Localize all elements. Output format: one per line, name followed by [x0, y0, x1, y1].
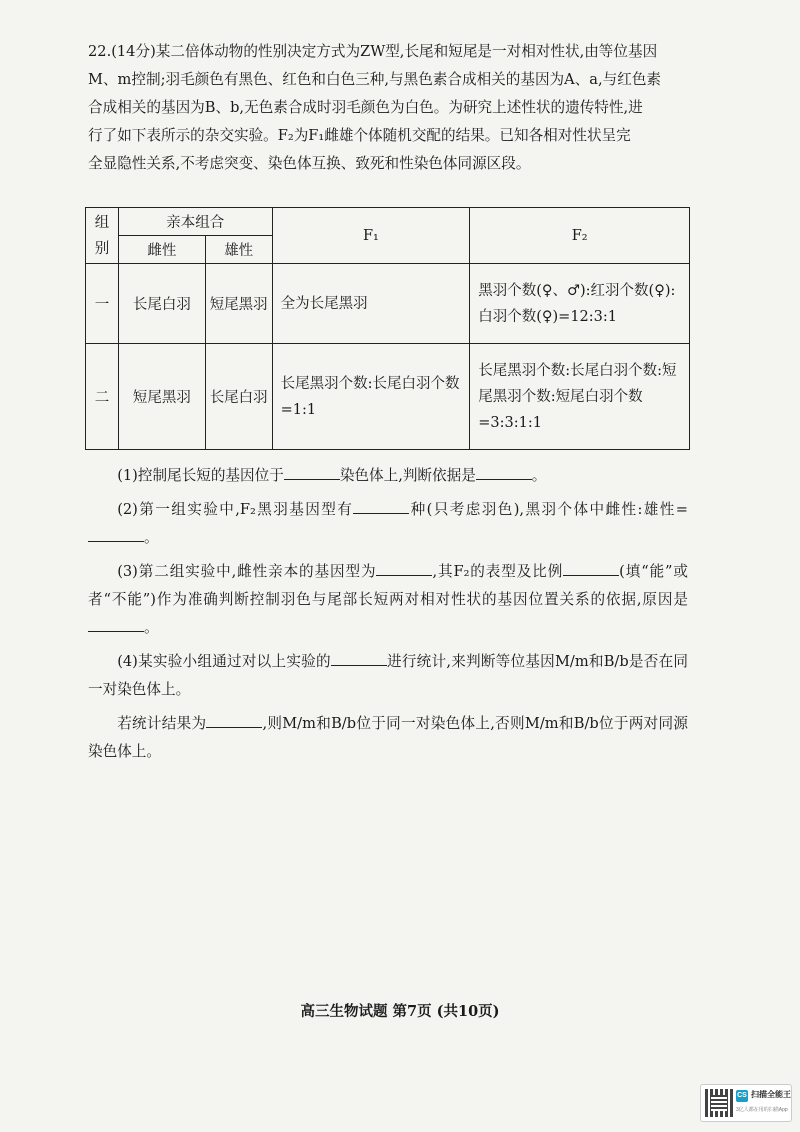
answer-blank[interactable]: [331, 650, 387, 666]
header-male: 雄性: [205, 236, 272, 264]
row-male: 长尾白羽: [205, 344, 272, 450]
sub-question-2: [88, 496, 688, 552]
q4-result-text: ,则M/m和B/b位于同一对染色体上,否则M/m和B/b位于两对同源染色体上。: [88, 715, 688, 760]
answer-blank[interactable]: [376, 560, 432, 576]
answer-blank[interactable]: [88, 616, 144, 632]
row-group: 一: [86, 264, 119, 344]
q1-text: 染色体上,判断依据是: [339, 467, 476, 484]
cross-results-table: [85, 207, 690, 450]
q3-text: (3)第二组实验中,雌性亲本的基因型为: [117, 563, 377, 580]
row-male: 短尾黑羽: [205, 264, 272, 344]
question-line: 行了如下表所示的杂交实验。F₂为F₁雌雄个体随机交配的结果。已知各相对性状呈完: [88, 127, 631, 144]
answer-blank[interactable]: [284, 464, 340, 480]
answer-blank[interactable]: [206, 712, 262, 728]
q1-text: 。: [531, 467, 547, 484]
row-female: 短尾黑羽: [118, 344, 205, 450]
table-row: [86, 264, 690, 344]
header-group-label: 组别: [94, 214, 110, 257]
row-f1: 全为长尾黑羽: [272, 264, 470, 344]
q2-text: (2)第一组实验中,F₂黑羽基因型有: [117, 501, 354, 518]
q1-text: (1)控制尾长短的基因位于: [117, 467, 284, 484]
answer-blank[interactable]: [88, 526, 144, 542]
header-female: 雌性: [118, 236, 205, 264]
answer-blank[interactable]: [353, 498, 409, 514]
question-line: 全显隐性关系,不考虑突变、染色体互换、致死和性染色体同源区段。: [88, 155, 531, 172]
header-f1: F₁: [272, 208, 470, 264]
q4-text: (4)某实验小组通过对以上实验的: [117, 653, 331, 670]
sub-question-4: [88, 648, 688, 704]
question-stem: [88, 38, 688, 178]
q4-result-text: 若统计结果为: [117, 715, 207, 732]
badge-subtitle: 3亿人都在用的扫描App: [736, 1107, 788, 1113]
sub-question-4-result: [88, 710, 688, 766]
header-group: [86, 208, 119, 264]
answer-blank[interactable]: [563, 560, 619, 576]
q2-text: 种(只考虑羽色),黑羽个体中雌性:雄性=: [409, 501, 688, 518]
question-line: M、m控制;羽毛颜色有黑色、红色和白色三种,与黑色素合成相关的基因为A、a,与红色素: [88, 71, 662, 88]
question-line: 合成相关的基因为B、b,无色素合成时羽毛颜色为白色。为研究上述性状的遗传特性,进: [88, 99, 643, 116]
row-female: 长尾白羽: [118, 264, 205, 344]
q3-text: ,其F₂的表型及比例: [432, 563, 564, 580]
scanner-badge: [700, 1084, 792, 1122]
qr-code-icon: [705, 1089, 733, 1117]
q3-text: (填“能”或者“不能”)作为准确判断控制羽色与尾部长短两对相对性状的基因位置关系的依据,原因是: [88, 563, 688, 608]
badge-title: 扫描全能王: [751, 1090, 791, 1099]
table-row: [86, 344, 690, 450]
answer-blank[interactable]: [476, 464, 532, 480]
row-f2: 长尾黑羽个数:长尾白羽个数:短尾黑羽个数:短尾白羽个数=3:3:1:1: [470, 344, 690, 450]
row-f2: 黑羽个数(♀、♂):红羽个数(♀):白羽个数(♀)=12:3:1: [470, 264, 690, 344]
sub-question-1: [88, 462, 688, 490]
sub-question-3: [88, 558, 688, 642]
q3-text: 。: [144, 619, 159, 636]
cs-logo-icon: CS: [736, 1090, 748, 1102]
row-f1: 长尾黑羽个数:长尾白羽个数=1:1: [272, 344, 470, 450]
header-parents: 亲本组合: [118, 208, 272, 236]
row-group: 二: [86, 344, 119, 450]
q2-text: 。: [144, 529, 159, 546]
page-footer: 高三生物试题 第7页 (共10页): [300, 1003, 500, 1020]
question-line: 22.(14分)某二倍体动物的性别决定方式为ZW型,长尾和短尾是一对相对性状,由等位基因: [88, 43, 658, 60]
q4-text: 进行统计,来判断等位基因M/m和B/b是否在同一对染色体上。: [88, 653, 688, 698]
sub-questions: [88, 462, 688, 772]
header-f2: F₂: [470, 208, 690, 264]
